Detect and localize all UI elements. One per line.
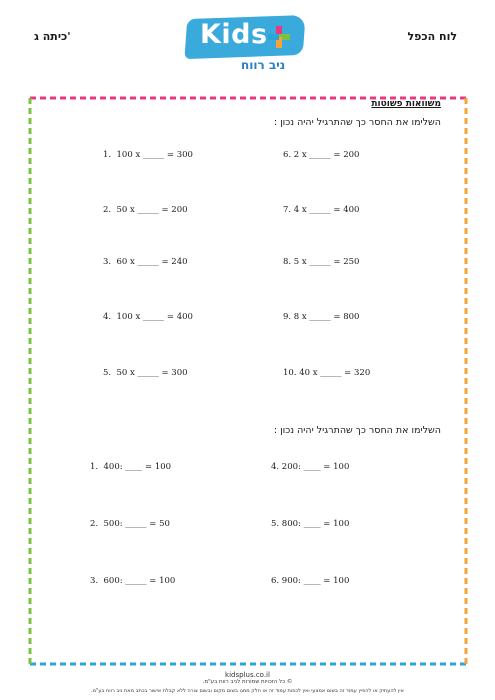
exercise-item: 5. 800: ____ = 100: [271, 519, 350, 529]
exercise-item: 7. 4 x _____ = 400: [283, 205, 360, 215]
exercise-item: 5. 50 x _____ = 300: [103, 368, 188, 378]
exercise-item: 1. 100 x _____ = 300: [103, 150, 193, 160]
section2-instruction: השלימו את החסר כך שהתרגיל יהיה נכון :: [273, 425, 441, 436]
grade-label: כיתה ג': [34, 30, 71, 43]
exercise-item: 6. 900: ____ = 100: [271, 576, 350, 586]
exercise-item: 6. 2 x _____ = 200: [283, 150, 360, 160]
exercise-item: 3. 60 x _____ = 240: [103, 257, 188, 267]
worksheet-title: משוואות פשוטות: [371, 99, 441, 109]
logo-subtitle: ניב רווח: [241, 58, 286, 72]
section1-instruction: השלימו את החסר כך שהתרגיל יהיה נכון :: [273, 117, 441, 128]
exercise-item: 10. 40 x _____ = 320: [283, 368, 371, 378]
exercise-item: 2. 500: _____ = 50: [90, 519, 170, 529]
logo-plus-icon: [268, 26, 290, 48]
exercise-item: 2. 50 x _____ = 200: [103, 205, 188, 215]
footer-legal: אין להעתיק או להפיץ עמוד זה בשום אמצעי ואין לכסות עמוד זה או חלק ממנו בשום מקום ובשום צורה ללא קבלת אישור בכתב מאת ניב רווח בע"מ.: [91, 688, 404, 694]
exercise-item: 3. 600: _____ = 100: [90, 576, 176, 586]
kids-plus-logo: [186, 15, 308, 73]
logo-text: Kids: [200, 19, 268, 50]
exercise-item: 1. 400: ____ = 100: [90, 462, 172, 472]
footer-copyright: © כל הזכויות שמורות לניב רווח בע"מ.: [202, 679, 293, 685]
exercise-item: 4. 100 x _____ = 400: [103, 312, 193, 322]
exercise-item: 8. 5 x _____ = 250: [283, 257, 360, 267]
topic-label: לוח הכפל: [407, 30, 457, 43]
exercise-item: 9. 8 x _____ = 800: [283, 312, 360, 322]
exercise-item: 4. 200: ____ = 100: [271, 462, 350, 472]
footer-url: kidsplus.co.il: [225, 671, 270, 679]
